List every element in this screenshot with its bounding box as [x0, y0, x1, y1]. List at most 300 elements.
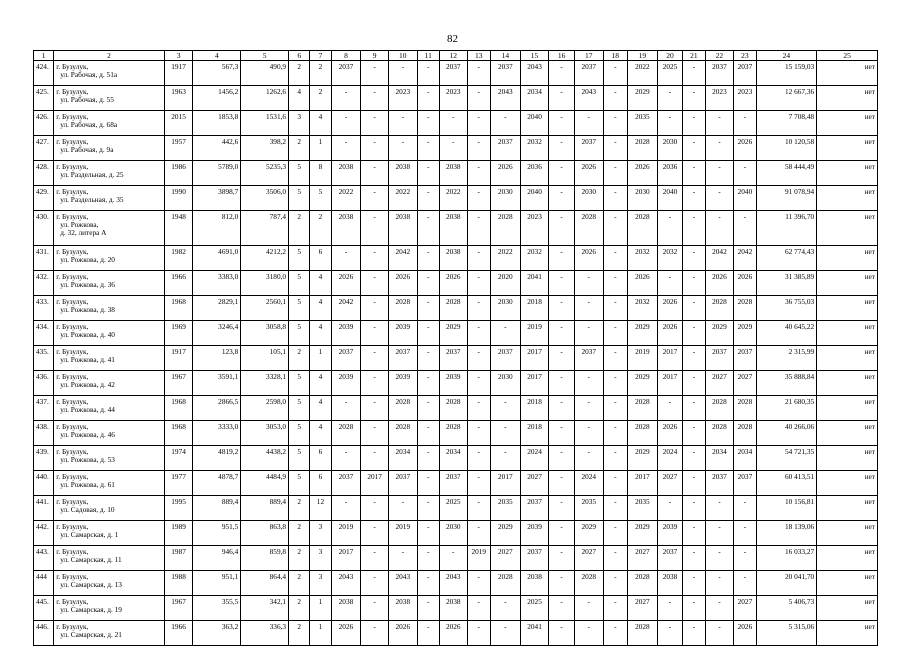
row-number: 443.: [34, 546, 54, 571]
cell-col-12: 2038: [439, 161, 467, 186]
cell-col-24: 60 413,51: [756, 471, 817, 496]
row-number: 431.: [34, 246, 54, 271]
cell-col-7: 2: [310, 211, 331, 246]
cell-col-11: -: [417, 246, 439, 271]
cell-col-7: 1: [310, 346, 331, 371]
cell-col-12: 2037: [439, 471, 467, 496]
cell-col-17: 2027: [574, 546, 603, 571]
cell-col-17: 2026: [574, 246, 603, 271]
cell-col-23: 2026: [734, 271, 756, 296]
cell-col-18: -: [603, 111, 627, 136]
address-line: г. Бузулук,: [56, 322, 89, 331]
column-header-5: 5: [241, 51, 289, 61]
cell-col-22: 2028: [705, 296, 734, 321]
cell-col-7: 6: [310, 471, 331, 496]
cell-col-17: -: [574, 111, 603, 136]
address-cell: [54, 161, 165, 186]
cell-col-12: 2030: [439, 521, 467, 546]
cell-col-6: 2: [289, 596, 310, 621]
cell-col-4: 951,1: [193, 571, 241, 596]
cell-col-11: -: [417, 421, 439, 446]
cell-col-17: 2029: [574, 521, 603, 546]
table-row: [34, 621, 878, 646]
cell-col-14: 2028: [490, 211, 520, 246]
cell-col-23: -: [734, 496, 756, 521]
cell-col-21: -: [683, 496, 705, 521]
cell-col-9: -: [361, 421, 389, 446]
cell-col-9: -: [361, 111, 389, 136]
cell-col-19: 2028: [628, 396, 658, 421]
address-line: г. Бузулук,: [56, 62, 89, 71]
cell-col-23: -: [734, 161, 756, 186]
address-line: ул. Рожкова, д. 40: [60, 330, 115, 339]
cell-col-19: 2029: [628, 86, 658, 111]
cell-col-6: 2: [289, 211, 310, 246]
column-header-22: 22: [705, 51, 734, 61]
cell-col-13: -: [467, 621, 490, 646]
address-line: ул. Рабочая, д. 55: [60, 95, 114, 104]
cell-col-24: 10 156,81: [756, 496, 817, 521]
cell-col-8: -: [331, 136, 361, 161]
cell-col-10: 2028: [388, 421, 417, 446]
cell-col-23: 2040: [734, 186, 756, 211]
cell-col-11: -: [417, 321, 439, 346]
cell-col-17: -: [574, 621, 603, 646]
cell-col-6: 5: [289, 296, 310, 321]
cell-col-7: 4: [310, 271, 331, 296]
cell-col-11: -: [417, 546, 439, 571]
cell-col-23: 2042: [734, 246, 756, 271]
cell-col-7: 2: [310, 61, 331, 86]
cell-col-15: 2039: [520, 521, 549, 546]
cell-col-4: 123,8: [193, 346, 241, 371]
repair-schedule-table: [33, 50, 878, 646]
cell-col-12: 2023: [439, 86, 467, 111]
cell-col-21: -: [683, 211, 705, 246]
address-cell: [54, 396, 165, 421]
address-line: ул. Рабочая, д. 51а: [60, 70, 118, 79]
cell-col-25: нет: [817, 571, 878, 596]
cell-col-14: 2037: [490, 61, 520, 86]
cell-col-25: нет: [817, 496, 878, 521]
cell-col-22: -: [705, 621, 734, 646]
cell-col-7: 3: [310, 571, 331, 596]
cell-col-21: -: [683, 621, 705, 646]
cell-col-18: -: [603, 161, 627, 186]
cell-col-12: 2037: [439, 61, 467, 86]
cell-col-20: 2024: [657, 446, 683, 471]
cell-col-4: 3383,0: [193, 271, 241, 296]
address-line: г. Бузулук,: [56, 137, 89, 146]
address-cell: [54, 321, 165, 346]
cell-col-8: 2037: [331, 346, 361, 371]
cell-col-12: 2022: [439, 186, 467, 211]
cell-col-17: -: [574, 396, 603, 421]
cell-col-22: 2027: [705, 371, 734, 396]
cell-col-18: -: [603, 446, 627, 471]
address-line: ул. Раздельная, д. 35: [60, 195, 124, 204]
cell-col-5: 1531,6: [241, 111, 289, 136]
column-header-9: 9: [361, 51, 389, 61]
cell-col-12: 2025: [439, 496, 467, 521]
row-number: 436.: [34, 371, 54, 396]
cell-col-17: 2043: [574, 86, 603, 111]
cell-col-11: -: [417, 86, 439, 111]
column-header-23: 23: [734, 51, 756, 61]
address-line: ул. Рабочая, д. 68а: [60, 120, 118, 129]
cell-col-12: 2026: [439, 271, 467, 296]
cell-col-24: 40 645,22: [756, 321, 817, 346]
cell-col-8: 2038: [331, 211, 361, 246]
cell-col-4: 355,5: [193, 596, 241, 621]
cell-col-17: -: [574, 596, 603, 621]
column-header-10: 10: [388, 51, 417, 61]
cell-col-6: 5: [289, 321, 310, 346]
cell-col-8: -: [331, 86, 361, 111]
address-line: г. Бузулук,: [56, 572, 89, 581]
cell-col-15: 2041: [520, 271, 549, 296]
address-line: г. Бузулук,: [56, 247, 89, 256]
cell-col-24: 12 667,36: [756, 86, 817, 111]
cell-col-9: -: [361, 621, 389, 646]
address-cell: [54, 136, 165, 161]
cell-col-3: 1963: [164, 86, 193, 111]
cell-col-24: 15 159,03: [756, 61, 817, 86]
cell-col-21: -: [683, 521, 705, 546]
cell-col-5: 3053,0: [241, 421, 289, 446]
cell-col-23: 2037: [734, 346, 756, 371]
cell-col-8: 2043: [331, 571, 361, 596]
cell-col-10: 2037: [388, 346, 417, 371]
column-header-6: 6: [289, 51, 310, 61]
cell-col-17: 2037: [574, 61, 603, 86]
cell-col-24: 91 078,94: [756, 186, 817, 211]
cell-col-25: нет: [817, 346, 878, 371]
cell-col-20: -: [657, 111, 683, 136]
address-cell: [54, 61, 165, 86]
column-header-15: 15: [520, 51, 549, 61]
cell-col-14: 2035: [490, 496, 520, 521]
table-row: [34, 521, 878, 546]
address-line: г. Бузулук,: [56, 212, 89, 221]
column-header-11: 11: [417, 51, 439, 61]
address-cell: [54, 446, 165, 471]
cell-col-14: 2026: [490, 161, 520, 186]
cell-col-15: 2019: [520, 321, 549, 346]
cell-col-12: -: [439, 136, 467, 161]
row-number: 442.: [34, 521, 54, 546]
cell-col-16: -: [549, 86, 575, 111]
cell-col-3: 1968: [164, 396, 193, 421]
cell-col-20: 2039: [657, 521, 683, 546]
cell-col-20: -: [657, 396, 683, 421]
cell-col-14: 2020: [490, 271, 520, 296]
cell-col-22: -: [705, 596, 734, 621]
address-cell: [54, 496, 165, 521]
address-cell: [54, 371, 165, 396]
cell-col-7: 3: [310, 521, 331, 546]
cell-col-19: 2022: [628, 61, 658, 86]
address-line: г. Бузулук,: [56, 347, 89, 356]
address-line: д. 32, литера А: [60, 228, 107, 237]
cell-col-7: 4: [310, 111, 331, 136]
cell-col-21: -: [683, 246, 705, 271]
cell-col-7: 6: [310, 246, 331, 271]
cell-col-23: 2028: [734, 396, 756, 421]
table-row: [34, 111, 878, 136]
cell-col-9: -: [361, 346, 389, 371]
cell-col-21: -: [683, 571, 705, 596]
cell-col-10: 2026: [388, 621, 417, 646]
address-line: г. Бузулук,: [56, 597, 89, 606]
cell-col-8: -: [331, 446, 361, 471]
cell-col-14: 2027: [490, 546, 520, 571]
cell-col-8: 2037: [331, 61, 361, 86]
cell-col-18: -: [603, 296, 627, 321]
cell-col-11: -: [417, 111, 439, 136]
header-row: [34, 51, 878, 61]
cell-col-4: 3591,1: [193, 371, 241, 396]
cell-col-22: 2037: [705, 471, 734, 496]
cell-col-18: -: [603, 271, 627, 296]
cell-col-7: 5: [310, 186, 331, 211]
cell-col-10: 2039: [388, 321, 417, 346]
cell-col-15: 2038: [520, 571, 549, 596]
column-header-4: 4: [193, 51, 241, 61]
cell-col-18: -: [603, 211, 627, 246]
cell-col-16: -: [549, 161, 575, 186]
cell-col-19: 2026: [628, 271, 658, 296]
cell-col-15: 2034: [520, 86, 549, 111]
cell-col-4: 812,0: [193, 211, 241, 246]
cell-col-6: 2: [289, 346, 310, 371]
cell-col-25: нет: [817, 321, 878, 346]
cell-col-17: -: [574, 271, 603, 296]
row-number: 427.: [34, 136, 54, 161]
address-line: ул. Самарская, д. 13: [60, 580, 122, 589]
cell-col-19: 2035: [628, 496, 658, 521]
cell-col-14: -: [490, 446, 520, 471]
cell-col-9: -: [361, 246, 389, 271]
cell-col-7: 4: [310, 421, 331, 446]
cell-col-24: 5 315,06: [756, 621, 817, 646]
cell-col-8: -: [331, 396, 361, 421]
cell-col-16: -: [549, 521, 575, 546]
cell-col-11: -: [417, 396, 439, 421]
cell-col-16: -: [549, 471, 575, 496]
cell-col-5: 3180,0: [241, 271, 289, 296]
cell-col-22: -: [705, 136, 734, 161]
cell-col-7: 3: [310, 546, 331, 571]
column-header-13: 13: [467, 51, 490, 61]
table-row: [34, 321, 878, 346]
cell-col-16: -: [549, 571, 575, 596]
cell-col-19: 2028: [628, 136, 658, 161]
cell-col-3: 2015: [164, 111, 193, 136]
cell-col-8: 2039: [331, 321, 361, 346]
cell-col-12: -: [439, 546, 467, 571]
cell-col-6: 3: [289, 111, 310, 136]
cell-col-18: -: [603, 246, 627, 271]
cell-col-8: 2026: [331, 271, 361, 296]
cell-col-19: 2028: [628, 211, 658, 246]
cell-col-3: 1990: [164, 186, 193, 211]
cell-col-8: -: [331, 246, 361, 271]
cell-col-25: нет: [817, 421, 878, 446]
cell-col-4: 442,6: [193, 136, 241, 161]
cell-col-10: -: [388, 111, 417, 136]
cell-col-10: 2043: [388, 571, 417, 596]
cell-col-18: -: [603, 546, 627, 571]
column-header-1: 1: [34, 51, 54, 61]
cell-col-10: 2037: [388, 471, 417, 496]
cell-col-16: -: [549, 421, 575, 446]
table-row: [34, 471, 878, 496]
cell-col-6: 2: [289, 521, 310, 546]
address-line: г. Бузулук,: [56, 297, 89, 306]
cell-col-12: 2038: [439, 211, 467, 246]
cell-col-17: 2035: [574, 496, 603, 521]
cell-col-12: 2026: [439, 621, 467, 646]
cell-col-22: -: [705, 571, 734, 596]
cell-col-22: 2028: [705, 396, 734, 421]
row-number: 446.: [34, 621, 54, 646]
cell-col-5: 3058,8: [241, 321, 289, 346]
cell-col-23: 2026: [734, 136, 756, 161]
cell-col-5: 3328,1: [241, 371, 289, 396]
cell-col-10: 2042: [388, 246, 417, 271]
cell-col-7: 4: [310, 296, 331, 321]
row-number: 425.: [34, 86, 54, 111]
cell-col-15: 2040: [520, 111, 549, 136]
cell-col-12: -: [439, 111, 467, 136]
table-row: [34, 346, 878, 371]
table-row: [34, 296, 878, 321]
cell-col-19: 2035: [628, 111, 658, 136]
cell-col-10: 2023: [388, 86, 417, 111]
cell-col-5: 105,1: [241, 346, 289, 371]
address-line: ул. Рожкова, д. 46: [60, 430, 115, 439]
cell-col-10: 2019: [388, 521, 417, 546]
cell-col-21: -: [683, 446, 705, 471]
cell-col-3: 1988: [164, 571, 193, 596]
address-line: г. Бузулук,: [56, 372, 89, 381]
column-header-7: 7: [310, 51, 331, 61]
cell-col-9: -: [361, 61, 389, 86]
column-header-3: 3: [164, 51, 193, 61]
address-line: г. Бузулук,: [56, 472, 89, 481]
cell-col-23: -: [734, 211, 756, 246]
address-cell: [54, 86, 165, 111]
cell-col-13: -: [467, 496, 490, 521]
cell-col-6: 5: [289, 161, 310, 186]
cell-col-5: 864,4: [241, 571, 289, 596]
cell-col-10: 2034: [388, 446, 417, 471]
cell-col-17: -: [574, 371, 603, 396]
cell-col-13: -: [467, 596, 490, 621]
cell-col-19: 2029: [628, 371, 658, 396]
cell-col-6: 5: [289, 246, 310, 271]
cell-col-15: 2018: [520, 296, 549, 321]
cell-col-22: 2037: [705, 346, 734, 371]
cell-col-12: 2028: [439, 396, 467, 421]
cell-col-20: -: [657, 271, 683, 296]
cell-col-21: -: [683, 86, 705, 111]
cell-col-24: 18 139,06: [756, 521, 817, 546]
cell-col-5: 863,8: [241, 521, 289, 546]
address-line: ул. Рожкова, д. 53: [60, 455, 115, 464]
cell-col-18: -: [603, 596, 627, 621]
cell-col-11: -: [417, 621, 439, 646]
cell-col-11: -: [417, 296, 439, 321]
cell-col-3: 1977: [164, 471, 193, 496]
address-cell: [54, 211, 165, 246]
address-line: ул. Раздельная, д. 25: [60, 170, 124, 179]
column-header-16: 16: [549, 51, 575, 61]
cell-col-6: 2: [289, 571, 310, 596]
cell-col-6: 5: [289, 446, 310, 471]
cell-col-7: 1: [310, 621, 331, 646]
cell-col-14: 2030: [490, 186, 520, 211]
cell-col-18: -: [603, 136, 627, 161]
cell-col-13: -: [467, 271, 490, 296]
cell-col-3: 1917: [164, 346, 193, 371]
cell-col-24: 21 680,35: [756, 396, 817, 421]
cell-col-7: 8: [310, 161, 331, 186]
cell-col-11: -: [417, 136, 439, 161]
row-number: 432.: [34, 271, 54, 296]
cell-col-19: 2032: [628, 246, 658, 271]
column-header-12: 12: [439, 51, 467, 61]
cell-col-18: -: [603, 371, 627, 396]
cell-col-6: 4: [289, 86, 310, 111]
cell-col-21: -: [683, 296, 705, 321]
cell-col-11: -: [417, 346, 439, 371]
address-line: г. Бузулук,: [56, 187, 89, 196]
cell-col-19: 2028: [628, 421, 658, 446]
cell-col-24: 7 708,48: [756, 111, 817, 136]
address-line: ул. Самарская, д. 19: [60, 605, 122, 614]
cell-col-11: -: [417, 61, 439, 86]
cell-col-19: 2029: [628, 446, 658, 471]
cell-col-10: 2028: [388, 296, 417, 321]
cell-col-14: -: [490, 596, 520, 621]
cell-col-16: -: [549, 546, 575, 571]
column-header-19: 19: [628, 51, 658, 61]
cell-col-10: -: [388, 496, 417, 521]
cell-col-3: 1917: [164, 61, 193, 86]
cell-col-25: нет: [817, 136, 878, 161]
cell-col-13: -: [467, 161, 490, 186]
cell-col-13: -: [467, 571, 490, 596]
cell-col-5: 4484,9: [241, 471, 289, 496]
cell-col-15: 2017: [520, 346, 549, 371]
cell-col-21: -: [683, 546, 705, 571]
cell-col-5: 2560,1: [241, 296, 289, 321]
address-cell: [54, 271, 165, 296]
address-line: г. Бузулук,: [56, 397, 89, 406]
address-cell: [54, 296, 165, 321]
cell-col-11: -: [417, 371, 439, 396]
cell-col-24: 35 888,84: [756, 371, 817, 396]
cell-col-22: -: [705, 186, 734, 211]
cell-col-25: нет: [817, 446, 878, 471]
cell-col-8: 2038: [331, 161, 361, 186]
cell-col-8: 2042: [331, 296, 361, 321]
cell-col-5: 2598,0: [241, 396, 289, 421]
address-line: г. Бузулук,: [56, 162, 89, 171]
row-number: 435.: [34, 346, 54, 371]
